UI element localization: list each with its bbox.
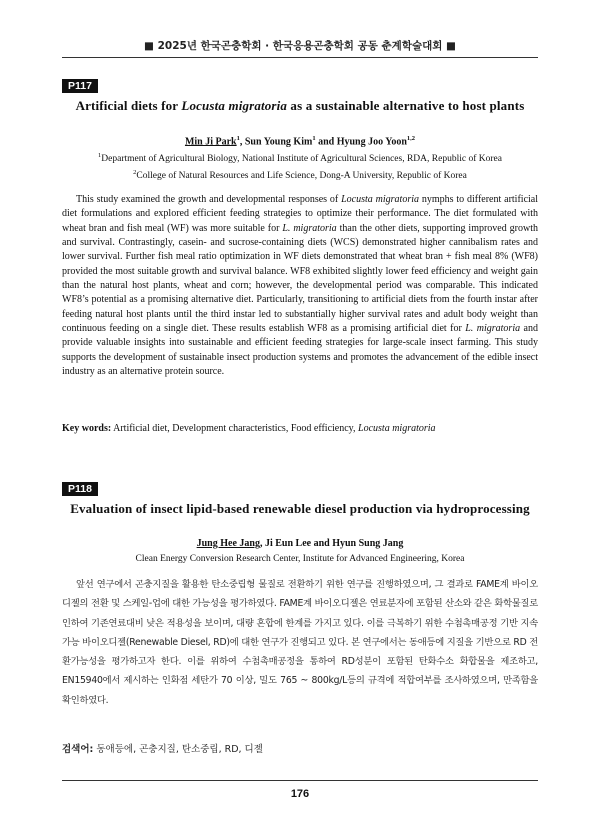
p117-title [62, 98, 538, 114]
p117-author-1: Min Ji Park [184, 136, 237, 148]
p118-title: Evaluation of insect lipid-based renewable diesel production via hydroprocessing [70, 501, 530, 516]
header-rule [62, 57, 538, 58]
p117-abstract-species-1: Locusta migratoria [341, 194, 419, 205]
p118-keywords [62, 741, 538, 755]
p118-authors [62, 538, 538, 549]
p118-author-1: Jung Hee Jang [196, 538, 260, 549]
p117-affiliations [62, 149, 538, 183]
p118-keywords-label: 검색어: [62, 744, 94, 755]
p117-title-plain: Artificial diets for [75, 98, 182, 113]
p117-keywords [62, 423, 538, 434]
p117-affiliation-2-sup: 2 [133, 169, 137, 177]
p117-keywords-text: Artificial diet, Development characteristics, Food efficiency, [111, 423, 359, 434]
p118-author-2: Ji Eun Lee [264, 538, 312, 549]
p117-abstract-part-2: nymphs to different artificial diet formulations and explored efficient feeding strategies to optimize their performance. The diet formulated with wheat bran and fish meal (WF) was more suitable for [62, 194, 538, 234]
p117-affiliation-2 [62, 166, 538, 183]
p117-keywords-species: Locusta migratoria [358, 423, 436, 434]
p117-affiliation-1-sup: 1 [98, 152, 102, 159]
footer-rule [62, 780, 538, 781]
p118-affiliation: Clean Energy Conversion Research Center, Institute for Advanced Engineering, Korea [135, 554, 465, 564]
p117-affiliation-1 [62, 149, 538, 166]
p117-author-sep-2: and [315, 136, 337, 148]
page-number: 176 [290, 788, 310, 800]
p117-abstract-species-3: L. migratoria [465, 323, 521, 335]
p118-author-sep-2: and [311, 538, 333, 549]
p118-keywords-text: 동애등에, 곤충지질, 탄소중립, RD, 디젤 [93, 744, 263, 755]
p117-badge: P117 [62, 79, 98, 93]
p117-author-3: Hyung Joo Yoon [336, 136, 407, 148]
p117-author-2-sup: 1 [312, 135, 316, 142]
p118-badge: P118 [62, 482, 98, 496]
p117-abstract-part-1: This study examined the growth and developmental responses of [76, 194, 342, 205]
p117-title-rest: as a sustainable alternative to host plants [287, 98, 525, 113]
p117-authors [62, 135, 538, 147]
p117-abstract-species-2: L. migratoria [282, 222, 337, 234]
p117-affiliation-2-text: College of Natural Resources and Life Science, Dong-A University, Republic of Korea [136, 171, 467, 182]
p117-author-sep-1: , [239, 136, 245, 148]
p117-keywords-label: Key words: [62, 423, 112, 434]
p118-author-3: Hyun Sung Jang [332, 538, 404, 549]
p117-abstract [62, 193, 538, 379]
p117-abstract-part-3: than the other diets, supporting improved growth and survival. Contrastingly, casein- and sucrose-containing diets (WCS) demonstrated higher cannibalism rates and lower survival. Further fish meal ratio optimization in WF diets demonstrated that wheat bran + fish meal 8% (WF8) provided the most suitable growth and survival balance. WF8 exhibited slightly lower feed efficiency and weight gain than the natural host plants, wheat and corn; however, the developmental period was comparable. This indicated WF8’s potential as a promising alternative diet. Particularly, transitioning to artificial diets from the fourth instar after feeding natural host plants until the third instar led to substantially higher survival rates and adult body weight than continuous feeding on a single diet. These results establish WF8 as a promising artificial diet for [62, 222, 538, 335]
conference-header: ■ 2025년 한국곤충학회 · 한국응용곤충학회 공동 춘계학술대회 ■ [144, 40, 456, 52]
p117-author-2: Sun Young Kim [244, 136, 313, 148]
p118-author-sep-1: , [259, 538, 265, 549]
p118-abstract: 앞선 연구에서 곤충지질을 활용한 탄소중립형 물질로 전환하기 위한 연구를 진행하였으며, 그 결과로 FAME계 바이오디젤의 전환 및 스케일-업에 대한 가능성을 평가하였다. FAME계 바이오디젤은 연료분자에 포함된 산소와 같은 화학물질로 인하여 기존연료대비 낮은 적용성을 보이며, 대량 혼합에 한계를 가지고 있다. 이를 극복하기 위한 수첨촉매공정 기반 지속가능 바이오디젤(Renewable Diesel, RD)에 대한 연구가 진행되고 있다. 본 연구에서는 동애등에 지질을 기반으로 RD 전환가능성을 평가하고자 한다. 이를 위하여 수첨촉매공정을 통하여 RD성분이 포함된 탄화수소 화합물을 제조하고, EN15940에서 제시하는 인화점 세탄가 70 이상, 밀도 765 ~ 800kg/L등의 규격에 적합여부를 조사하였으며, 만족함을 확인하였다. [62, 579, 538, 706]
p117-title-species: Locusta migratoria [181, 98, 288, 113]
p117-author-3-sup: 1,2 [406, 135, 416, 142]
p117-author-1-sup: 1 [236, 135, 240, 142]
p117-affiliation-1-text: Department of Agricultural Biology, National Institute of Agricultural Sciences, RDA, Republic of Korea [101, 154, 502, 165]
p117-abstract-part-4: and provide valuable insights into sustainable and efficient feeding strategies for large-scale insect farming. This study supports the development of sustainable insect production systems and promotes the advancement of the edible insect industry as an alternative protein source. [62, 323, 538, 378]
